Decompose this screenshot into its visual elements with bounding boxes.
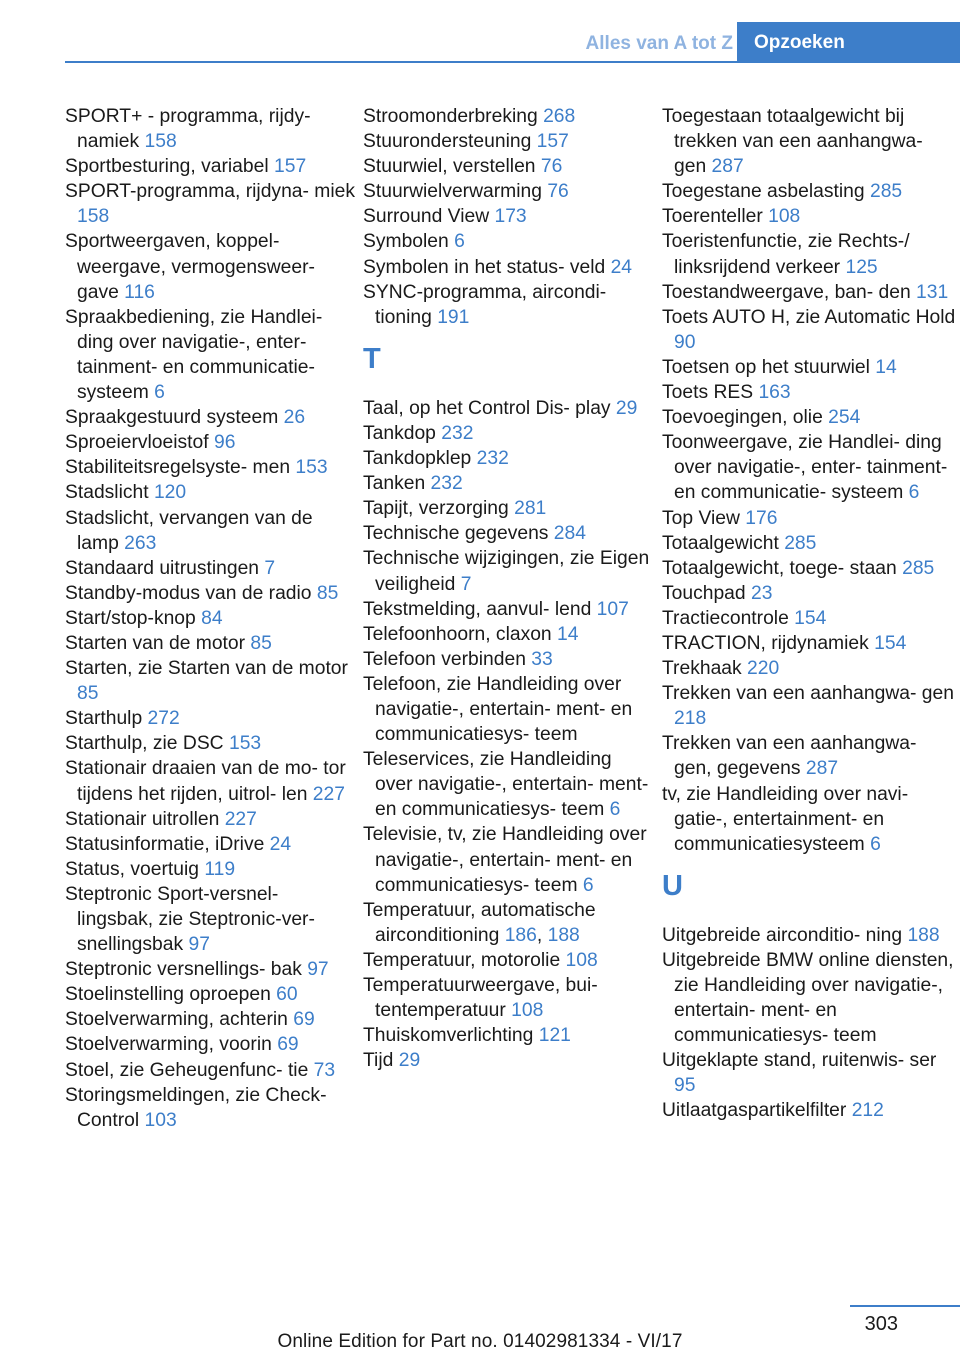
entry-term: Standby-modus van de radio <box>65 582 317 604</box>
index-column-3 <box>662 104 956 1124</box>
page-link[interactable]: 85 <box>250 632 272 654</box>
entry-term: Temperatuur, automatische airconditioning <box>363 899 596 946</box>
index-entry <box>363 104 653 129</box>
index-entry: Temperatuur, automatische airconditioning 186, 188 <box>363 899 596 946</box>
entry-term: Symbolen <box>363 231 455 253</box>
entry-term: Toestandweergave, ban- den <box>662 281 917 303</box>
page-link[interactable]: 73 <box>313 1059 336 1081</box>
page-link[interactable]: 6 <box>908 482 920 504</box>
index-entry <box>65 857 355 882</box>
entry-term: Toegestaan totaalgewicht bij trekken van een aanhangwa- gen <box>662 106 923 178</box>
entry-term: Stationair uitrollen <box>65 808 225 830</box>
index-entry <box>363 496 653 521</box>
page-link[interactable]: 158 <box>77 206 110 228</box>
entry-term: Starthulp, zie DSC <box>65 733 229 755</box>
page-link[interactable]: 116 <box>124 281 155 303</box>
index-entry <box>65 430 355 455</box>
page-link[interactable]: 153 <box>295 457 328 479</box>
index-entry <box>363 822 653 897</box>
entry-term: Starten van de motor <box>65 632 251 654</box>
entry-term: Toetsen op het stuurwiel <box>662 356 876 378</box>
entry-term: Uitgebreide airconditio- ning <box>662 924 908 946</box>
entry-term: Teleservices, zie Handleiding over navigatie-, entertain- ment- en communicatiesys- teem <box>363 749 649 821</box>
entry-term: Stadslicht, vervangen van de lamp <box>65 507 313 554</box>
entry-term: Uitgeklapte stand, ruitenwis- ser <box>662 1050 937 1072</box>
page-link[interactable]: 96 <box>213 432 236 454</box>
entry-term: Thuiskomverlichting <box>363 1025 539 1047</box>
index-entry <box>662 631 956 656</box>
entry-term: TRACTION, rijdynamiek <box>662 632 875 654</box>
page-number: 303 <box>864 1313 898 1335</box>
entry-term: Tanken <box>363 473 431 495</box>
index-entry <box>363 622 653 647</box>
footer-rule <box>850 1305 960 1307</box>
index-entry <box>662 204 956 229</box>
entry-term: Temperatuurweergave, bui- tentemperatuur <box>363 975 598 1022</box>
page-link[interactable]: 232 <box>476 448 509 470</box>
page-link[interactable]: 24 <box>610 256 633 278</box>
entry-term: SPORT-programma, rijdyna- miek <box>65 181 356 203</box>
page-link[interactable]: 60 <box>276 984 298 1006</box>
entry-term: Taal, op het Control Dis- play <box>363 397 616 419</box>
index-column-1 <box>65 104 355 1133</box>
entry-term: Storingsmeldingen, zie Check-Control <box>65 1084 327 1131</box>
index-entry <box>363 129 653 154</box>
entry-term: Sportbesturing, variabel <box>65 156 274 178</box>
index-entry <box>662 280 956 305</box>
page-link[interactable]: 263 <box>124 532 157 554</box>
entry-term: Symbolen in het status- veld <box>363 256 611 278</box>
entry-term: Trekhaak <box>662 658 748 680</box>
entry-term: Stuurwielverwarming <box>363 181 548 203</box>
index-entry <box>65 1058 355 1083</box>
index-entry <box>662 430 956 505</box>
entry-term: Spraakgestuurd systeem <box>65 407 284 429</box>
page-link[interactable]: 285 <box>902 557 935 579</box>
page-link[interactable]: 6 <box>609 799 621 821</box>
index-entry <box>363 1023 653 1048</box>
index-entry <box>65 631 355 656</box>
index-entry <box>65 305 355 405</box>
letter-heading: U <box>662 869 683 902</box>
index-entry <box>363 1048 653 1073</box>
entry-term: Telefoonhoorn, claxon <box>363 623 558 645</box>
page-link[interactable]: 232 <box>430 473 463 495</box>
index-entry <box>65 229 355 304</box>
page-link[interactable]: 232 <box>441 422 474 444</box>
index-entry <box>363 421 653 446</box>
entry-term: Steptronic Sport-versnel- lingsbak, zie Steptronic-ver- snellingsbak <box>65 883 315 956</box>
index-entry <box>65 606 355 631</box>
page-link[interactable]: 287 <box>711 156 744 178</box>
index-entry <box>363 255 653 280</box>
page-link[interactable]: 272 <box>147 708 180 730</box>
entry-term: Statusinformatie, iDrive <box>65 833 270 855</box>
entry-term: Tijd <box>363 1050 399 1072</box>
page-link[interactable]: 6 <box>870 833 881 855</box>
index-entry <box>363 948 653 973</box>
page-link[interactable]: 108 <box>565 949 598 971</box>
index-entry <box>662 556 956 581</box>
index-entry <box>65 581 355 606</box>
entry-term: Stoelverwarming, achterin <box>65 1009 294 1031</box>
page-link[interactable]: 154 <box>874 632 907 654</box>
index-entry <box>65 706 355 731</box>
index-column-2 <box>363 104 653 1073</box>
page-link[interactable]: 131 <box>916 281 949 303</box>
entry-term: Starten, zie Starten van de motor <box>65 658 348 680</box>
entry-term: Trekken van een aanhangwa- gen, gegevens <box>662 733 917 780</box>
index-entry <box>65 104 355 154</box>
entry-term: Stuurwiel, verstellen <box>363 156 541 178</box>
entry-term: Surround View <box>363 206 495 228</box>
page-link[interactable]: 7 <box>460 573 472 595</box>
index-entry <box>363 672 653 747</box>
index-entry <box>662 355 956 380</box>
page-link[interactable]: 212 <box>851 1100 884 1122</box>
page-link[interactable]: 173 <box>494 206 527 228</box>
entry-term: Trekken van een aanhangwa- gen <box>662 683 954 705</box>
page-link[interactable]: 218 <box>674 708 707 730</box>
page-link[interactable]: 76 <box>547 181 569 203</box>
index-entry <box>662 681 956 731</box>
index-entry <box>65 982 355 1007</box>
page-link[interactable]: 95 <box>674 1075 696 1097</box>
entry-term: Toegestane asbelasting <box>662 181 870 203</box>
page-link[interactable]: 154 <box>794 607 827 629</box>
page-link[interactable]: 157 <box>536 131 569 153</box>
entry-term: Televisie, tv, zie Handleiding over navigatie-, entertain- ment- en communicatiesys- teem <box>363 824 647 896</box>
entry-term: Uitlaatgaspartikelfilter <box>662 1100 852 1122</box>
page-link[interactable]: 7 <box>264 557 276 579</box>
entry-term: Uitgebreide BMW online diensten, zie Handleiding over navigatie-, entertain- ment- en communicatiesys- teem <box>662 949 954 1047</box>
index-entry <box>662 656 956 681</box>
entry-term: Steptronic versnellings- bak <box>65 959 308 981</box>
entry-term: Stoelverwarming, voorin <box>65 1034 278 1056</box>
index-entry <box>662 229 956 279</box>
entry-term: Technische wijzigingen, zie Eigen veiligheid <box>363 548 650 595</box>
page-link[interactable]: 119 <box>204 858 236 880</box>
entry-term: Tractiecontrole <box>662 607 795 629</box>
page-link[interactable]: 125 <box>845 256 878 278</box>
index-entry <box>662 948 956 1048</box>
index-entry <box>662 731 956 781</box>
page-link[interactable]: 281 <box>514 498 547 520</box>
page-link[interactable]: 268 <box>543 106 576 127</box>
page-link[interactable]: 120 <box>153 482 187 504</box>
page-link[interactable]: 220 <box>747 658 780 680</box>
entry-term: Touchpad <box>662 582 751 604</box>
page-link[interactable]: 254 <box>828 407 861 429</box>
entry-term: Totaalgewicht, toege- staan <box>662 557 903 579</box>
index-entry <box>363 521 653 546</box>
entry-term: Toeristenfunctie, zie Rechts-/ linksrijdend verkeer <box>662 231 910 278</box>
entry-term: Toonweergave, zie Handlei- ding over navigatie-, enter- tainment- en communicatie- systeem <box>662 432 948 504</box>
index-entry <box>363 471 653 496</box>
page-link[interactable]: 191 <box>437 306 470 328</box>
entry-term: Stationair draaien van de mo- tor tijdens het rijden, uitrol- len <box>65 758 346 805</box>
page-link[interactable]: 157 <box>274 156 307 178</box>
index-entry <box>662 104 956 179</box>
entry-term: Tankdopklep <box>363 448 477 470</box>
index-entry <box>65 656 355 706</box>
index-entry <box>363 446 653 471</box>
index-entry <box>363 229 653 254</box>
index-entry <box>662 380 956 405</box>
page-link[interactable]: 188 <box>907 924 940 946</box>
index-entry <box>662 581 956 606</box>
index-entry <box>662 531 956 556</box>
page-link[interactable]: 69 <box>277 1034 299 1056</box>
index-entry <box>662 179 956 204</box>
entry-term: Totaalgewicht <box>662 532 785 554</box>
entry-term: Tankdop <box>363 422 442 444</box>
index-entry <box>363 280 653 330</box>
page-link[interactable]: 287 <box>805 758 839 780</box>
page-link[interactable]: 90 <box>674 331 696 353</box>
page-link[interactable]: 84 <box>201 607 223 629</box>
entry-term: Stoelinstelling oproepen <box>65 984 277 1006</box>
entry-term: Technische gegevens <box>363 523 554 545</box>
page-link[interactable]: 33 <box>531 648 553 670</box>
entry-term: Status, voertuig <box>65 858 205 880</box>
entry-term: Tekstmelding, aanvul- lend <box>363 598 597 620</box>
index-entry <box>65 756 355 806</box>
index-entry <box>363 179 653 204</box>
index-entry <box>65 832 355 857</box>
page-link[interactable]: 6 <box>582 874 594 896</box>
page-link[interactable]: 227 <box>224 808 257 830</box>
index-entry <box>65 957 355 982</box>
index-entry <box>65 1007 355 1032</box>
page-link[interactable]: 85 <box>77 683 99 705</box>
entry-term: Spraakbediening, zie Handlei- ding over navigatie-, enter- tainment- en communicatie- systeem <box>65 306 323 404</box>
index-entry <box>65 405 355 430</box>
page-link[interactable]: 153 <box>228 733 262 755</box>
page-link[interactable]: 29 <box>398 1050 421 1072</box>
entry-term: Telefoon verbinden <box>363 648 532 670</box>
index-entry <box>363 973 653 1023</box>
page-link[interactable]: 284 <box>553 523 586 545</box>
index-entry <box>363 396 653 421</box>
entry-term: Telefoon, zie Handleiding over navigatie-, entertain- ment- en communicatiesys- teem <box>363 673 633 746</box>
entry-term: Top View <box>662 507 746 529</box>
page-link[interactable]: 23 <box>750 582 773 604</box>
entry-term: Sproeiervloeistof <box>65 432 214 454</box>
index-entry <box>662 1098 956 1123</box>
entry-term: Standaard uitrustingen <box>65 557 265 579</box>
page-link[interactable]: 6 <box>454 231 465 253</box>
page-link[interactable]: 97 <box>307 959 329 981</box>
entry-term: Toevoegingen, olie <box>662 407 829 429</box>
page-link[interactable]: 29 <box>615 397 638 419</box>
page-link[interactable]: 285 <box>784 532 817 554</box>
page-link[interactable]: 285 <box>869 181 903 203</box>
section-title[interactable]: Alles van A tot Z <box>585 33 733 54</box>
index-entry <box>662 606 956 631</box>
index-entry <box>65 506 355 556</box>
entry-term: Stuurondersteuning <box>363 131 537 153</box>
entry-term: Starthulp <box>65 708 148 730</box>
entry-term: Tapijt, verzorging <box>363 498 515 520</box>
index-entry <box>662 506 956 531</box>
page-link[interactable]: 186 <box>504 924 537 946</box>
index-entry <box>65 154 355 179</box>
entry-term: Stroomonderbreking <box>363 106 544 127</box>
index-entry <box>65 1032 355 1057</box>
index-entry <box>363 647 653 672</box>
entry-term: Temperatuur, motorolie <box>363 949 566 971</box>
page-link[interactable]: 108 <box>511 1000 544 1022</box>
page-link[interactable]: 188 <box>547 924 580 946</box>
page-link[interactable]: 121 <box>538 1025 571 1047</box>
entry-term: Stoel, zie Geheugenfunc- tie <box>65 1059 314 1081</box>
entry-term: SYNC-programma, aircondi- tioning <box>363 281 607 328</box>
entry-term: Stabiliteitsregelsyste- men <box>65 457 296 479</box>
page-link[interactable]: 107 <box>596 598 629 620</box>
index-entry <box>662 782 956 857</box>
page-link[interactable]: 76 <box>540 156 563 178</box>
page-link[interactable]: 163 <box>758 382 791 404</box>
tab-opzoeken[interactable]: Opzoeken <box>737 22 960 63</box>
page-link[interactable]: 103 <box>144 1109 177 1131</box>
page-link[interactable]: 24 <box>269 833 292 855</box>
index-entry <box>363 154 653 179</box>
page-link[interactable]: 176 <box>745 507 778 529</box>
page-link[interactable]: 14 <box>557 623 579 645</box>
index-entry <box>363 204 653 229</box>
index-entry <box>662 1048 956 1098</box>
page-link[interactable]: 14 <box>875 356 897 378</box>
entry-term: Toets RES <box>662 382 759 404</box>
index-entry <box>363 597 653 622</box>
index-entry <box>363 747 653 822</box>
index-entry <box>65 179 355 229</box>
letter-heading: T <box>363 342 381 375</box>
entry-term: Sportweergaven, koppel- weergave, vermogensweer- gave <box>65 231 315 303</box>
index-entry <box>65 480 355 505</box>
entry-term: Toets AUTO H, zie Automatic Hold <box>662 306 956 328</box>
edition-note: Online Edition for Part no. 01402981334 - VI/17 <box>277 1331 683 1352</box>
page-link[interactable]: 85 <box>316 582 339 604</box>
entry-term: Start/stop-knop <box>65 607 202 629</box>
page-link[interactable]: 158 <box>144 131 177 153</box>
index-entry <box>65 731 355 756</box>
page-link[interactable]: 108 <box>768 206 801 228</box>
page-link[interactable]: 26 <box>283 407 306 429</box>
page-link[interactable]: 227 <box>312 783 345 805</box>
entry-term: SPORT+ - programma, rijdy- namiek <box>65 106 311 153</box>
entry-term: Toerenteller <box>662 206 769 228</box>
page-link[interactable]: 69 <box>293 1009 315 1031</box>
index-entry <box>662 405 956 430</box>
index-entry <box>662 923 956 948</box>
index-entry <box>65 1083 355 1133</box>
index-entry <box>65 807 355 832</box>
entry-term: Stadslicht <box>65 482 154 504</box>
index-entry <box>363 546 653 596</box>
page-link[interactable]: 97 <box>188 934 210 956</box>
entry-term: tv, zie Handleiding over navi- gatie-, entertainment- en communicatiesysteem <box>662 783 909 855</box>
index-entry <box>65 455 355 480</box>
index-entry <box>662 305 956 355</box>
page-link[interactable]: 6 <box>154 382 165 404</box>
index-entry <box>65 882 355 957</box>
index-entry <box>65 556 355 581</box>
